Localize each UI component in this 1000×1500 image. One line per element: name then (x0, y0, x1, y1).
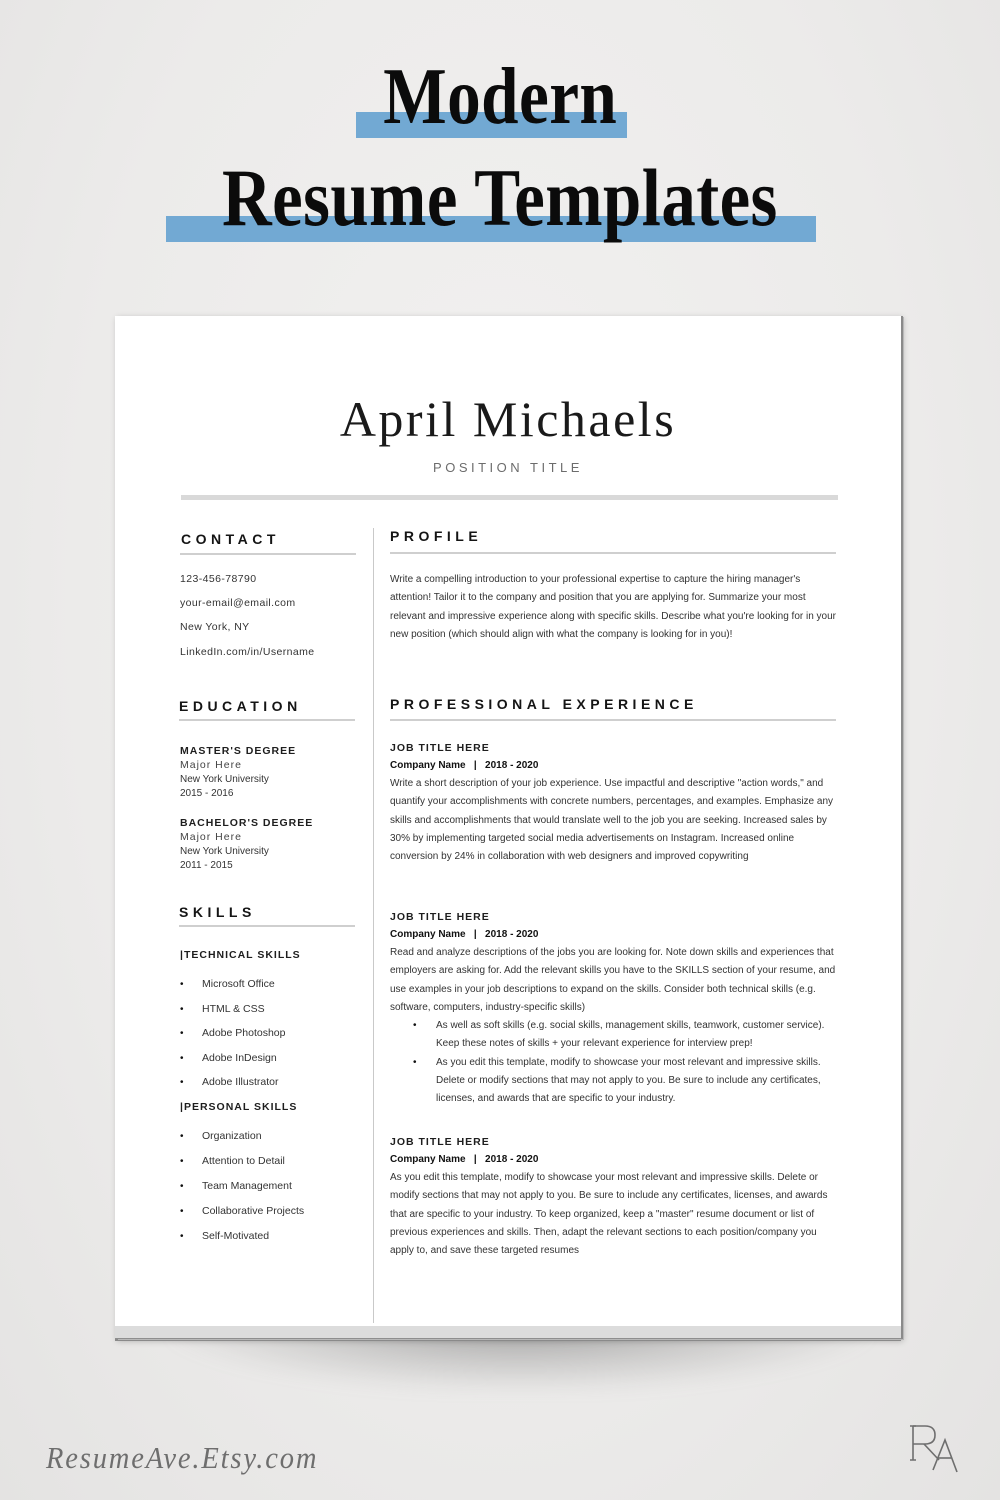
skill-item: • Team Management (180, 1180, 292, 1192)
page-edge (115, 1326, 901, 1339)
job-entry (390, 911, 838, 1109)
education-heading: EDUCATION (179, 698, 302, 714)
bullet-icon: • (180, 1053, 184, 1064)
experience-rule (390, 719, 836, 721)
bullet-item: • As you edit this template, modify to showcase your most relevant and impressive skills. Delete or modify sections that may not apply to you. Be sure to include any certificates, licenses, and awards that are specific to your industry. (413, 1054, 838, 1109)
profile-text: Write a compelling introduction to your professional expertise to capture the hiring manager's attention! Tailor it to the company and position that you are applying for. Summarize your most relevant and impressive experience along with specific skills. Describe what you're looking for in your new position (which should align with what the company is looking for in you)! (390, 574, 837, 640)
degree: BACHELOR'S DEGREE (180, 817, 314, 829)
major: Major Here (180, 831, 242, 843)
job-company-dates: Company Name | 2018 - 2020 (390, 1154, 539, 1165)
job-company-dates: Company Name | 2018 - 2020 (390, 760, 539, 771)
job-description: Write a short description of your job experience. Use impactful and descriptive "action words," and quantify your accomplishments with concrete numbers, percentages, and examples. Emphasize any skills and accomplishments that would translate well to the job you are seeking. Increased sales by 30% by implementing targeted social media advertisements on Instagram. Increased online conversion by 24% in collaboration with web designers and improved copywriting (390, 778, 834, 863)
education-rule (179, 719, 355, 721)
experience-heading: PROFESSIONAL EXPERIENCE (390, 696, 698, 712)
header-divider (181, 495, 838, 500)
contact-linkedin: LinkedIn.com/in/Username (180, 646, 315, 658)
skill-item: • HTML & CSS (180, 1003, 265, 1015)
banner-line-1: Modern (383, 53, 617, 141)
job-title: JOB TITLE HERE (390, 1136, 490, 1148)
resume-name: April Michaels (339, 391, 677, 447)
profile-heading: PROFILE (390, 528, 483, 544)
skills-heading: SKILLS (179, 904, 256, 920)
skill-item: • Adobe InDesign (180, 1052, 277, 1064)
skill-item: • Organization (180, 1130, 262, 1142)
education-entry (180, 744, 296, 802)
bullet-item: • As well as soft skills (e.g. social skills, management skills, teamwork, customer service). Keep these notes of skills + your relevant experience for interview prep! (413, 1017, 838, 1054)
contact-phone: 123-456-78790 (180, 573, 257, 585)
skills-rule (179, 925, 355, 927)
degree: MASTER'S DEGREE (180, 745, 297, 757)
skill-item: • Self-Motivated (180, 1230, 270, 1242)
bullet-icon: • (180, 1231, 184, 1242)
position-title: POSITION TITLE (433, 460, 583, 475)
job-description: As you edit this template, modify to showcase your most relevant and impressive skills. Delete or modify sections that may not apply to you. Be sure to include any certificates, licenses, and awards that are specific to your industry. To keep organized, keep a "master" resume document or list of previous experiences and skills. Then, adapt the relevant sections to each position/company you apply to, and save these targeted resumes (390, 1172, 828, 1257)
bullet-icon: • (180, 1131, 184, 1142)
contact-heading: CONTACT (181, 531, 280, 547)
bullet-icon: • (180, 1004, 184, 1015)
job-title: JOB TITLE HERE (390, 742, 490, 754)
job-bullets (413, 1017, 838, 1108)
column-divider (373, 528, 374, 1323)
shop-url: ResumeAve.Etsy.com (46, 1440, 319, 1475)
technical-skills-heading: |TECHNICAL SKILLS (180, 949, 301, 961)
job-entry (390, 1136, 838, 1260)
years: 2015 - 2016 (180, 788, 234, 799)
contact-location: New York, NY (180, 621, 250, 633)
school: New York University (180, 845, 269, 857)
skill-item: • Adobe Photoshop (180, 1027, 286, 1039)
job-description: Read and analyze descriptions of the jobs you are looking for. Note down skills and experiences that employers are asking for. Add the relevant skills you have to the SKILLS section of your resume, and use examples in your job descriptions to expand on the skills. Consider both technical skills (e.g. software, computers, industry-specific skills) (390, 947, 836, 1013)
ra-monogram-icon (905, 1420, 965, 1480)
contact-email: your-email@email.com (180, 597, 296, 609)
job-title: JOB TITLE HERE (390, 911, 490, 923)
bullet-icon: • (180, 1206, 184, 1217)
bullet-icon: • (180, 1181, 184, 1192)
school: New York University (180, 773, 269, 785)
banner-line-2: Resume Templates (222, 152, 778, 243)
skill-item: • Collaborative Projects (180, 1205, 305, 1217)
education-entry (180, 816, 313, 874)
skill-item: • Attention to Detail (180, 1155, 285, 1167)
bullet-icon: • (180, 1156, 184, 1167)
profile-rule (390, 552, 836, 554)
years: 2011 - 2015 (180, 860, 233, 871)
skill-item: • Adobe Illustrator (180, 1076, 279, 1088)
bullet-icon: • (180, 1028, 184, 1039)
job-company-dates: Company Name | 2018 - 2020 (390, 929, 539, 940)
bullet-icon: • (180, 979, 184, 990)
skill-item: • Microsoft Office (180, 978, 275, 990)
major: Major Here (180, 759, 242, 771)
resume-page (115, 316, 901, 1339)
bullet-icon: • (180, 1077, 184, 1088)
contact-rule (180, 553, 356, 555)
job-entry (390, 742, 838, 866)
personal-skills-heading: |PERSONAL SKILLS (180, 1101, 298, 1113)
